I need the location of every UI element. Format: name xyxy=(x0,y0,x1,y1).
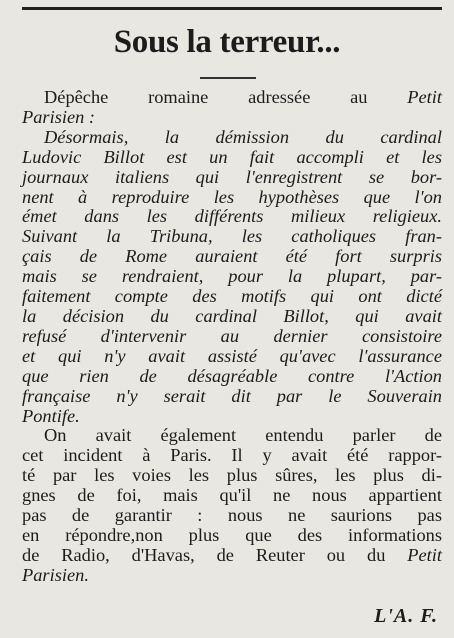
dispatch-line: Suivant la Tribuna, les catholiques fran- xyxy=(22,226,442,247)
dispatch-line: Désormais, la démission du cardinal xyxy=(44,126,442,147)
dispatch-line: mais se rendraient, pour la plupart, par- xyxy=(22,266,442,287)
comment-line: Parisien. xyxy=(22,564,89,585)
dispatch-line: refusé d'intervenir au dernier consistoire xyxy=(22,325,442,346)
newspaper-name: Petit xyxy=(407,544,442,565)
dispatch-line: nent à reproduire les hypothèses que l'on xyxy=(22,186,442,207)
dispatch-line: que rien de désagréable contre l'Action xyxy=(22,365,442,386)
dispatch-line: Pontife. xyxy=(22,405,80,426)
article-body xyxy=(22,88,442,586)
headline: Sous la terreur... xyxy=(113,24,341,60)
dispatch-line: faitement compte des motifs qui ont dicté xyxy=(22,286,442,307)
newspaper-name: Petit xyxy=(407,87,442,107)
intro-paragraph xyxy=(22,88,442,128)
comment-line: pas de garantir : nous ne saurions pas xyxy=(22,505,442,526)
dispatch-line: et qui n'y avait assisté qu'avec l'assurance xyxy=(22,345,442,366)
intro-line-2: Parisien : xyxy=(22,106,96,127)
comment-line: gnes de foi, mais qu'il ne nous appartient xyxy=(22,485,442,506)
dispatch-line: émet dans les différents milieux religieux. xyxy=(22,206,442,227)
dispatch-paragraph xyxy=(22,128,442,427)
dispatch-line: journaux italiens qui l'enregistrent se bor- xyxy=(22,166,442,187)
intro-text: Dépêche romaine adressée au xyxy=(44,87,408,107)
top-rule xyxy=(22,7,442,10)
comment-line: On avait également entendu parler de xyxy=(44,425,442,446)
dispatch-line: française n'y serait dit par le Souverain xyxy=(22,385,442,406)
signature: L'A. F. xyxy=(374,605,438,627)
dispatch-line: çais de Rome auraient été fort surpris xyxy=(22,246,442,267)
intro-line-1 xyxy=(22,88,442,108)
comment-line: en répondre,non plus que des informations xyxy=(22,524,442,545)
comment-text: de Radio, d'Havas, de Reuter ou du xyxy=(22,544,408,565)
dispatch-line: Ludovic Billot est un fait accompli et les xyxy=(22,146,442,167)
dispatch-line: la décision du cardinal Billot, qui avait xyxy=(22,305,442,326)
comment-paragraph xyxy=(22,426,442,585)
headline-rule xyxy=(200,77,256,79)
comment-line: té par les voies les plus sûres, les plus di- xyxy=(22,465,442,486)
comment-line: cet incident à Paris. Il y avait été rappor- xyxy=(22,445,442,466)
comment-line xyxy=(22,546,442,566)
